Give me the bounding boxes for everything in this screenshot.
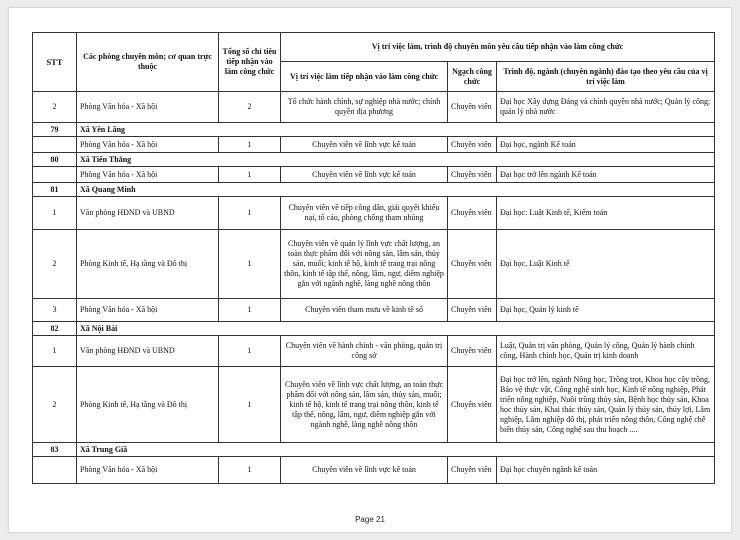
cell-rank: Chuyên viên bbox=[448, 197, 497, 230]
header-total-quota: Tổng số chỉ tiêu tiếp nhận vào làm công chức bbox=[219, 33, 281, 92]
cell-position: Chuyên viên về hành chính - văn phòng, quản trị công sở bbox=[281, 336, 448, 367]
cell-position: Chuyên viên về quản lý lĩnh vực chất lượng, an toàn thực phẩm đối với nông sản, lâm sản, thủy sản, muối; kinh tế hộ, kinh tế trang trại nông thôn, kinh tế tập thể, nông, lâm, ngư, diêm nghiệp gắn với ngành nghề, làng nghề nông thôn bbox=[281, 230, 448, 299]
section-name: Xã Quang Minh bbox=[77, 183, 715, 197]
section-row bbox=[33, 153, 715, 167]
cell-qualification: Đại học: Luật Kinh tế, Kiểm toán bbox=[497, 197, 715, 230]
cell-department: Phòng Kinh tế, Hạ tầng và Đô thị bbox=[77, 230, 219, 299]
cell-department: Văn phòng HĐND và UBND bbox=[77, 336, 219, 367]
section-stt: 81 bbox=[33, 183, 77, 197]
cell-stt bbox=[33, 137, 77, 153]
cell-position: Chuyên viên về tiếp công dân, giải quyết khiếu nại, tố cáo, phòng chống tham nhũng bbox=[281, 197, 448, 230]
cell-position: Chuyên viên tham mưu về kinh tế số bbox=[281, 299, 448, 322]
table-row bbox=[33, 336, 715, 367]
cell-position: Chuyên viên về lĩnh vực kế toán bbox=[281, 137, 448, 153]
section-stt: 83 bbox=[33, 443, 77, 457]
cell-rank: Chuyên viên bbox=[448, 137, 497, 153]
table-row bbox=[33, 137, 715, 153]
table-row bbox=[33, 457, 715, 484]
cell-position: Chuyên viên về lĩnh vực chất lượng, an toàn thực phẩm đối với nông sản, lâm sản, thủy sản, muối; kinh tế hộ, kinh tế trang trại nông thôn, kinh tế tập thể, nông, lâm, ngư, diêm nghiệp gắn với ngành nghề, làng nghề nông thôn bbox=[281, 367, 448, 443]
table-row bbox=[33, 230, 715, 299]
cell-quota: 1 bbox=[219, 457, 281, 484]
section-stt: 82 bbox=[33, 322, 77, 336]
cell-qualification: Đại học trở lên ngành Kế toán bbox=[497, 167, 715, 183]
header-group: Vị trí việc làm, trình độ chuyên môn yêu cầu tiếp nhận vào làm công chức bbox=[281, 33, 715, 62]
cell-rank: Chuyên viên bbox=[448, 299, 497, 322]
section-stt: 80 bbox=[33, 153, 77, 167]
cell-stt: 1 bbox=[33, 336, 77, 367]
cell-rank: Chuyên viên bbox=[448, 336, 497, 367]
cell-position: Chuyên viên về lĩnh vực kế toán bbox=[281, 457, 448, 484]
cell-rank: Chuyên viên bbox=[448, 230, 497, 299]
cell-quota: 1 bbox=[219, 299, 281, 322]
cell-quota: 1 bbox=[219, 137, 281, 153]
cell-qualification: Đại học Xây dựng Đảng và chính quyền nhà nước; Quản lý công; quản lý nhà nước bbox=[497, 92, 715, 123]
table-row bbox=[33, 92, 715, 123]
cell-rank: Chuyên viên bbox=[448, 92, 497, 123]
section-name: Xã Yên Lãng bbox=[77, 123, 715, 137]
cell-department: Phòng Văn hóa - Xã hội bbox=[77, 167, 219, 183]
cell-department: Phòng Văn hóa - Xã hội bbox=[77, 137, 219, 153]
cell-quota: 1 bbox=[219, 367, 281, 443]
cell-position: Chuyên viên về lĩnh vực kế toán bbox=[281, 167, 448, 183]
cell-department: Phòng Văn hóa - Xã hội bbox=[77, 299, 219, 322]
cell-position: Tổ chức hành chính, sự nghiệp nhà nước; chính quyền địa phương bbox=[281, 92, 448, 123]
table-row bbox=[33, 197, 715, 230]
cell-rank: Chuyên viên bbox=[448, 457, 497, 484]
cell-qualification: Đại học, Luật Kinh tế bbox=[497, 230, 715, 299]
section-row bbox=[33, 443, 715, 457]
section-row bbox=[33, 183, 715, 197]
header-rank: Ngạch công chức bbox=[448, 62, 497, 92]
cell-rank: Chuyên viên bbox=[448, 367, 497, 443]
cell-quota: 1 bbox=[219, 197, 281, 230]
cell-department: Phòng Kinh tế, Hạ tầng và Đô thị bbox=[77, 367, 219, 443]
document-page bbox=[9, 8, 731, 532]
cell-stt: 2 bbox=[33, 230, 77, 299]
cell-quota: 1 bbox=[219, 167, 281, 183]
cell-quota: 2 bbox=[219, 92, 281, 123]
cell-qualification: Đại học chuyên ngành kế toán bbox=[497, 457, 715, 484]
section-name: Xã Trung Giã bbox=[77, 443, 715, 457]
cell-stt: 2 bbox=[33, 367, 77, 443]
cell-qualification: Đại học trở lên, ngành Nông học, Trồng trọt, Khoa học cây trồng, Bảo vệ thực vật, Công nghệ sinh học, Kinh tế nông nghiệp, Phát triển nông nghiệp, Nuôi trồng thủy sản, Bệnh học thủy sản, Khoa học thủy sản, Khai thác thủy sản, Quản lý thủy sản, thủy lợi, Lâm nghiệp, Lâm nghiệp đô thị, phát triển nông thôn, Công nghệ chế biến thủy sản, Công nghệ sau thu hoạch .... bbox=[497, 367, 715, 443]
cell-department: Phòng Văn hóa - Xã hội bbox=[77, 457, 219, 484]
cell-qualification: Luật, Quản trị văn phòng, Quản lý công, Quản lý hành chính công, Hành chính học, Quản trị kinh doanh bbox=[497, 336, 715, 367]
cell-department: Văn phòng HĐND và UBND bbox=[77, 197, 219, 230]
header-department: Các phòng chuyên môn; cơ quan trực thuộc bbox=[77, 33, 219, 92]
cell-stt: 1 bbox=[33, 197, 77, 230]
cell-stt bbox=[33, 457, 77, 484]
cell-stt: 3 bbox=[33, 299, 77, 322]
section-name: Xã Tiến Thắng bbox=[77, 153, 715, 167]
section-name: Xã Nội Bài bbox=[77, 322, 715, 336]
table-row bbox=[33, 367, 715, 443]
cell-qualification: Đại học, Quản lý kinh tế bbox=[497, 299, 715, 322]
cell-department: Phòng Văn hóa - Xã hội bbox=[77, 92, 219, 123]
cell-stt bbox=[33, 167, 77, 183]
table-row bbox=[33, 299, 715, 322]
cell-stt: 2 bbox=[33, 92, 77, 123]
cell-rank: Chuyên viên bbox=[448, 167, 497, 183]
section-row bbox=[33, 322, 715, 336]
recruitment-table bbox=[32, 32, 715, 484]
cell-quota: 1 bbox=[219, 336, 281, 367]
cell-qualification: Đại học, ngành Kế toán bbox=[497, 137, 715, 153]
table-row bbox=[33, 167, 715, 183]
header-stt: STT bbox=[33, 33, 77, 92]
table-header-row bbox=[33, 33, 715, 62]
header-qualification: Trình độ, ngành (chuyên ngành) đào tạo theo yêu cầu của vị trí việc làm bbox=[497, 62, 715, 92]
section-row bbox=[33, 123, 715, 137]
page-number: Page 21 bbox=[355, 515, 385, 524]
cell-quota: 1 bbox=[219, 230, 281, 299]
section-stt: 79 bbox=[33, 123, 77, 137]
header-position: Vị trí việc làm tiếp nhận vào làm công chức bbox=[281, 62, 448, 92]
